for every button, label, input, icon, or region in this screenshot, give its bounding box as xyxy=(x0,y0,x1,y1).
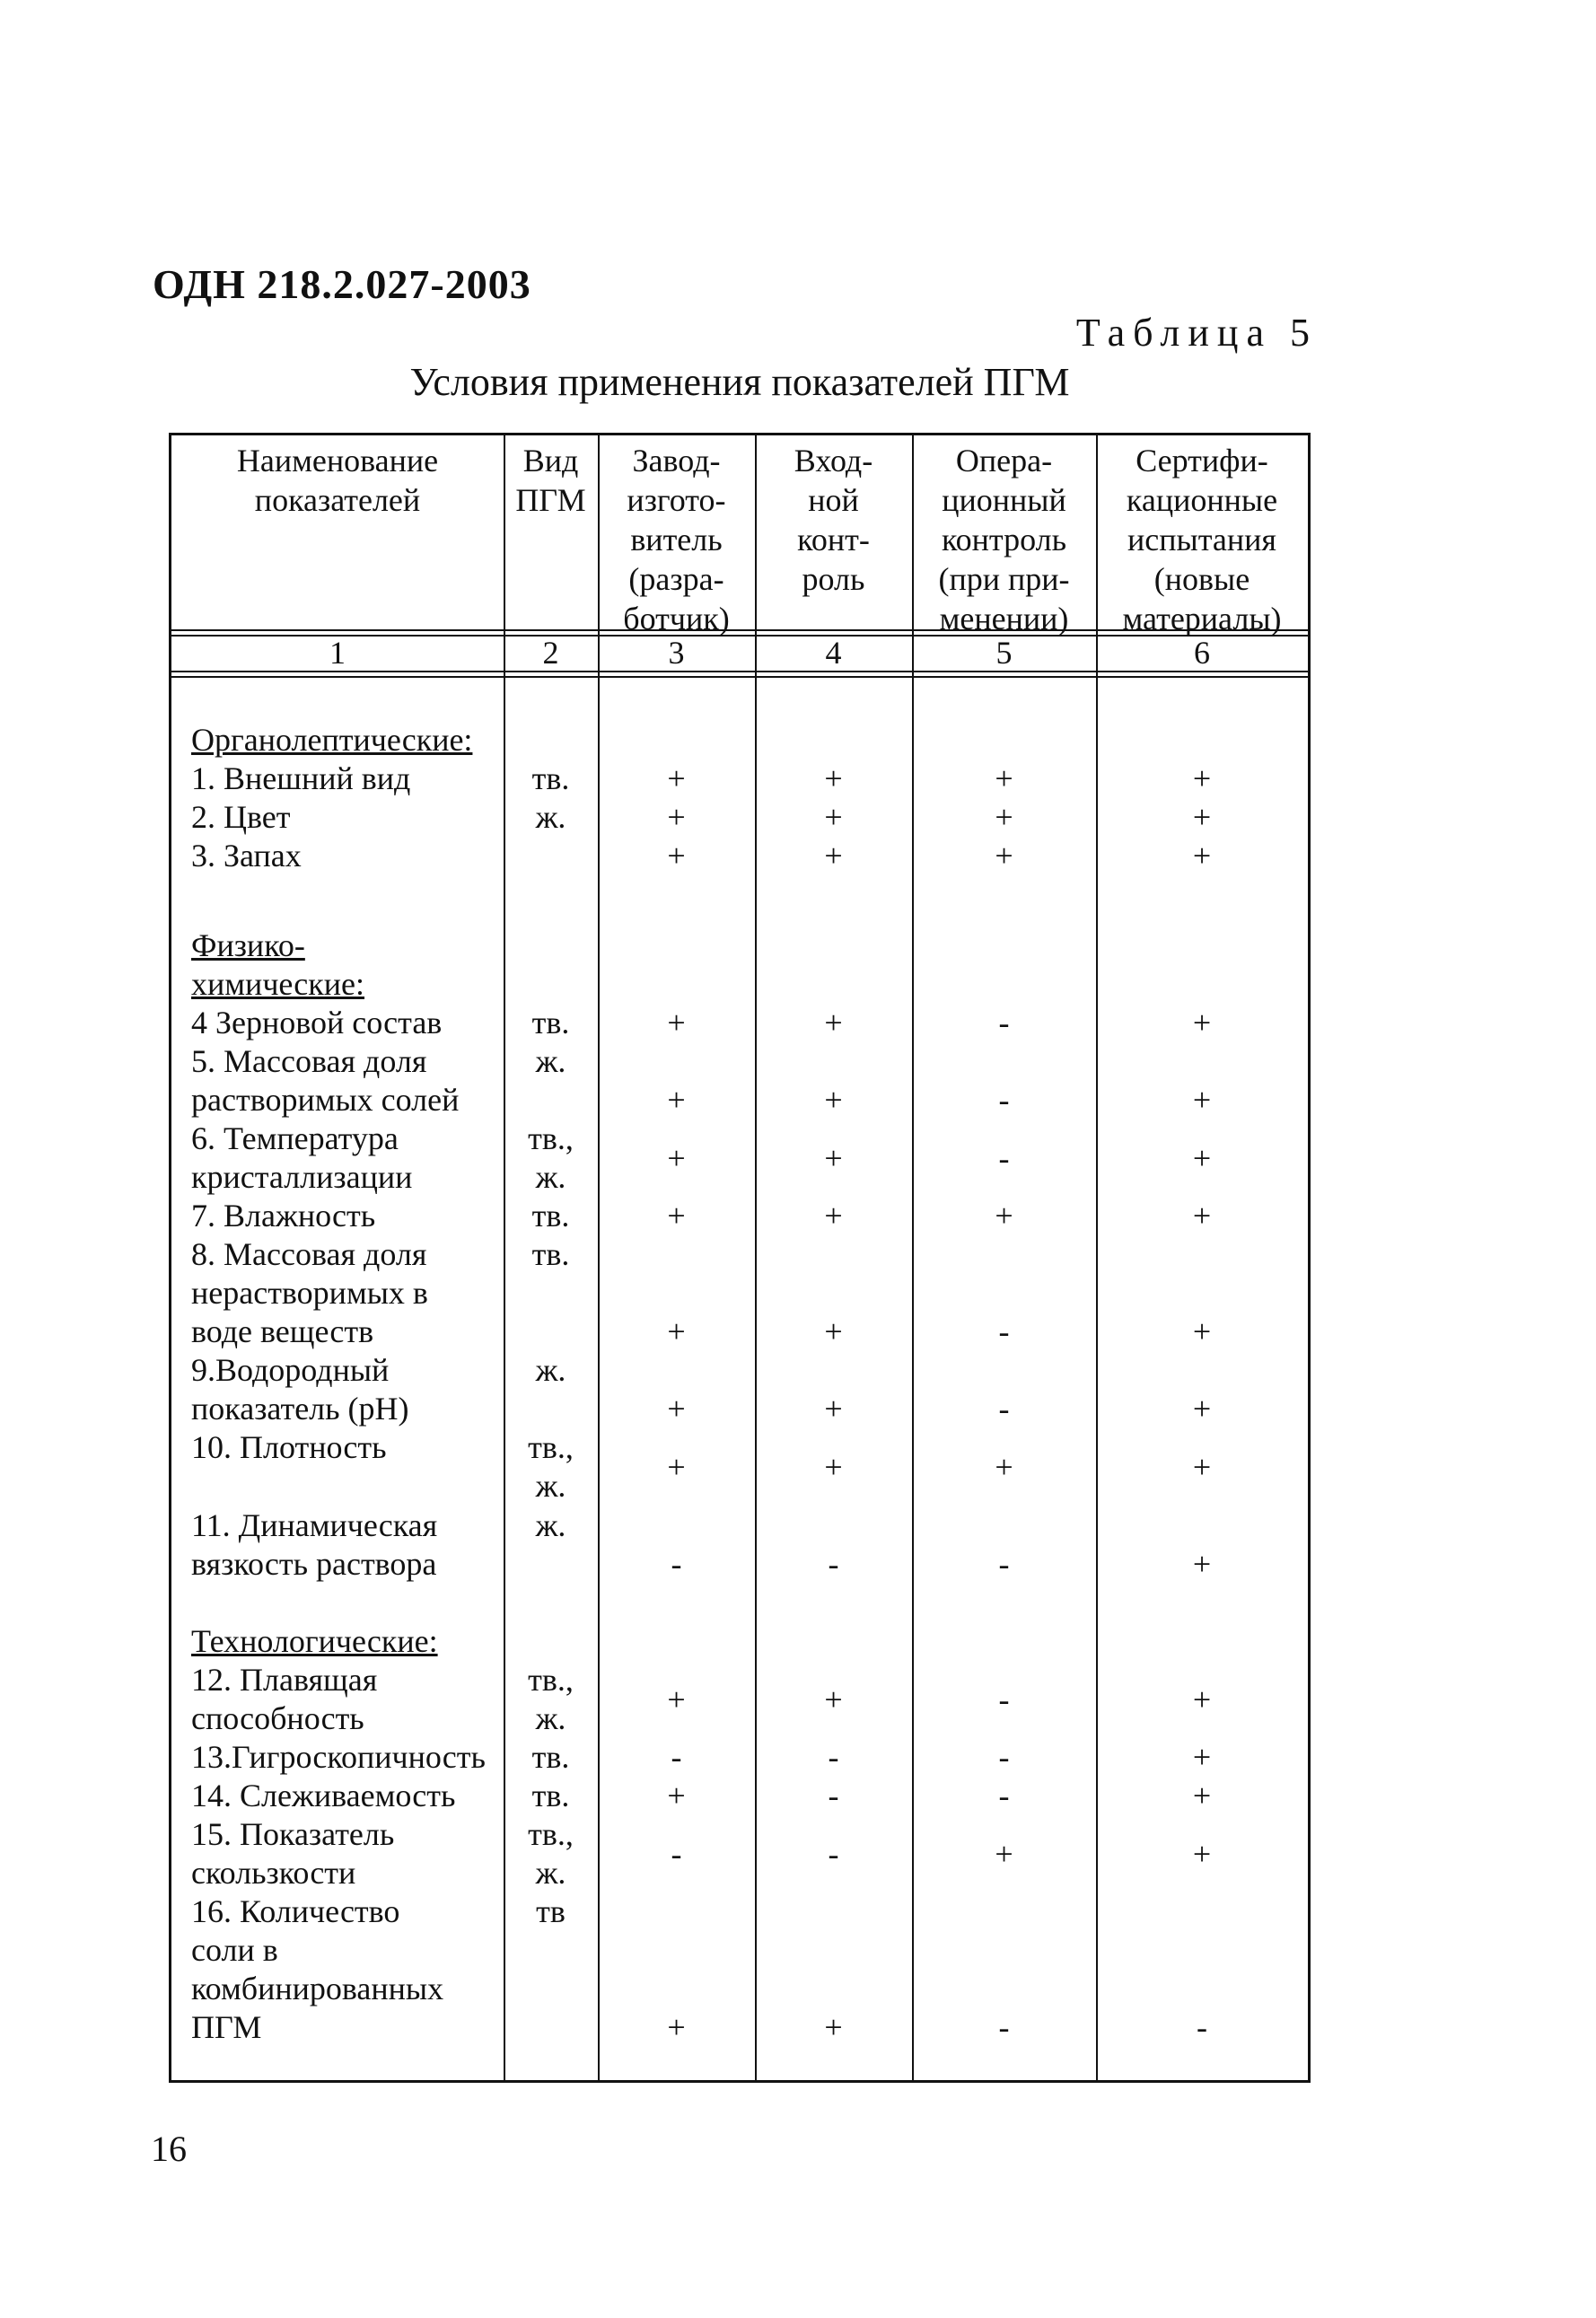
table-row xyxy=(171,1428,1308,1506)
applicability-mark: + xyxy=(1192,760,1212,796)
applicability-mark: + xyxy=(667,2009,686,2045)
applicability-mark: + xyxy=(1192,1198,1212,1234)
applicability-mark: + xyxy=(824,1139,843,1176)
applicability-mark: - xyxy=(828,1778,839,1813)
table-row xyxy=(171,1119,1308,1197)
applicability-mark: - xyxy=(671,1739,682,1775)
material-type: ж. xyxy=(535,799,566,835)
applicability-mark: + xyxy=(824,1313,843,1349)
applicability-mark: - xyxy=(998,1005,1010,1040)
applicability-mark: - xyxy=(828,1739,839,1775)
table-row xyxy=(171,837,1308,875)
section-technological: Технологические: xyxy=(191,1623,438,1659)
applicability-mark: + xyxy=(667,1778,686,1813)
material-type: тв., ж. xyxy=(528,1662,574,1736)
applicability-mark: + xyxy=(667,799,686,835)
col-header-operational: Опера- ционный контроль (при при- менении) xyxy=(938,443,1070,637)
table-label: Таблица 5 xyxy=(1075,311,1318,355)
material-type: ж. xyxy=(535,1352,566,1388)
column-number: 3 xyxy=(668,635,685,671)
applicability-mark: + xyxy=(824,838,843,874)
column-number: 6 xyxy=(1194,635,1210,671)
col-header-manufacturer: Завод- изгото- витель (разра- ботчик) xyxy=(623,443,730,637)
applicability-mark: - xyxy=(998,1139,1010,1176)
table-row xyxy=(171,1235,1308,1351)
indicator-name: 7. Влажность xyxy=(191,1198,376,1234)
applicability-mark: + xyxy=(824,1082,843,1118)
material-type: тв. xyxy=(531,1005,570,1040)
applicability-mark: - xyxy=(998,1681,1010,1717)
applicability-mark: + xyxy=(824,2009,843,2045)
applicability-mark: + xyxy=(1192,838,1212,874)
applicability-mark: + xyxy=(995,1835,1013,1872)
applicability-mark: - xyxy=(998,2009,1010,2045)
applicability-mark: + xyxy=(667,1681,686,1717)
table-row xyxy=(171,1661,1308,1738)
applicability-mark: + xyxy=(667,1448,686,1485)
table-row xyxy=(171,1777,1308,1815)
applicability-mark: + xyxy=(667,1005,686,1040)
indicator-name: 11. Динамическая вязкость раствора xyxy=(191,1507,438,1582)
material-type: ж. xyxy=(535,1507,566,1543)
material-type: тв. xyxy=(531,760,570,796)
table-row xyxy=(171,1815,1308,1892)
table-row xyxy=(171,759,1308,798)
applicability-mark: + xyxy=(1192,1448,1212,1485)
applicability-mark: + xyxy=(1192,1139,1212,1176)
table-row xyxy=(171,1004,1308,1042)
indicator-name: 10. Плотность xyxy=(191,1429,387,1465)
applicability-mark: + xyxy=(1192,1313,1212,1349)
indicators-table xyxy=(169,433,1311,2083)
applicability-mark: + xyxy=(995,799,1013,835)
applicability-mark: - xyxy=(998,1739,1010,1775)
indicator-name: 12. Плавящая способность xyxy=(191,1662,378,1736)
applicability-mark: + xyxy=(1192,1005,1212,1040)
section-physchem: Физико- химические: xyxy=(191,927,365,1002)
column-number: 1 xyxy=(329,635,346,671)
table-row xyxy=(171,1892,1308,2047)
applicability-mark: + xyxy=(1192,1391,1212,1427)
material-type: тв., ж. xyxy=(528,1429,574,1504)
document-code: ОДН 218.2.027-2003 xyxy=(153,261,531,307)
indicator-name: 8. Массовая доля нерастворимых в воде веществ xyxy=(191,1236,428,1349)
applicability-mark: - xyxy=(998,1391,1010,1427)
applicability-mark: + xyxy=(824,1198,843,1234)
indicator-name: 9.Водородный показатель (рН) xyxy=(191,1352,409,1427)
indicator-name: 2. Цвет xyxy=(191,799,291,835)
applicability-mark: + xyxy=(1192,799,1212,835)
column-number: 4 xyxy=(825,635,842,671)
applicability-mark: + xyxy=(1192,1681,1212,1717)
applicability-mark: + xyxy=(824,1005,843,1040)
applicability-mark: + xyxy=(824,1448,843,1485)
number-row-rule xyxy=(171,676,1308,678)
applicability-mark: + xyxy=(667,1391,686,1427)
material-type: тв. xyxy=(531,1198,570,1234)
table-row xyxy=(171,1351,1308,1428)
applicability-mark: + xyxy=(824,799,843,835)
column-number: 2 xyxy=(542,635,559,671)
applicability-mark: + xyxy=(995,1448,1013,1485)
table-row xyxy=(171,1197,1308,1235)
applicability-mark: + xyxy=(1192,1546,1212,1582)
applicability-mark: - xyxy=(1197,2009,1207,2045)
material-type: тв xyxy=(536,1893,566,1929)
table-row xyxy=(171,1738,1308,1777)
applicability-mark: - xyxy=(998,1082,1010,1118)
applicability-mark: - xyxy=(998,1546,1010,1582)
table-row xyxy=(171,1042,1308,1119)
column-number: 5 xyxy=(995,635,1013,671)
applicability-mark: + xyxy=(667,1198,686,1234)
applicability-mark: + xyxy=(1192,1082,1212,1118)
applicability-mark: + xyxy=(667,1139,686,1176)
indicator-name: 15. Показатель скользкости xyxy=(191,1816,395,1891)
indicator-name: 14. Слеживаемость xyxy=(191,1778,456,1813)
applicability-mark: + xyxy=(995,760,1013,796)
applicability-mark: + xyxy=(667,1313,686,1349)
col-header-certification: Сертифи- кационные испытания (новые материалы) xyxy=(1122,443,1282,637)
applicability-mark: + xyxy=(824,1681,843,1717)
applicability-mark: - xyxy=(998,1313,1010,1349)
applicability-mark: - xyxy=(828,1546,839,1582)
col-header-type: Вид ПГМ xyxy=(515,443,586,518)
table-title: Условия применения показателей ПГМ xyxy=(409,360,1070,404)
col-header-name: Наименование показателей xyxy=(236,443,439,518)
indicator-name: 4 Зерновой состав xyxy=(191,1005,443,1040)
indicator-name: 6. Температура кристаллизации xyxy=(191,1120,413,1195)
applicability-mark: + xyxy=(995,1198,1013,1234)
material-type: тв., ж. xyxy=(528,1816,574,1891)
applicability-mark: + xyxy=(667,760,686,796)
applicability-mark: + xyxy=(667,838,686,874)
indicator-name: 1. Внешний вид xyxy=(191,760,411,796)
applicability-mark: + xyxy=(1192,1835,1212,1872)
applicability-mark: + xyxy=(824,760,843,796)
material-type: тв. xyxy=(531,1739,570,1775)
page-number: 16 xyxy=(151,2129,187,2169)
applicability-mark: + xyxy=(824,1391,843,1427)
material-type: тв. xyxy=(531,1236,570,1272)
indicator-name: 13.Гигроскопичность xyxy=(191,1739,486,1775)
table-row xyxy=(171,1506,1308,1584)
applicability-mark: - xyxy=(998,1778,1010,1813)
applicability-mark: + xyxy=(995,838,1013,874)
material-type: ж. xyxy=(535,1043,566,1079)
indicator-name: 16. Количество соли в комбинированных ПГМ xyxy=(191,1893,444,2045)
table-row xyxy=(171,798,1308,837)
applicability-mark: + xyxy=(1192,1739,1212,1775)
indicator-name: 3. Запах xyxy=(191,838,302,874)
applicability-mark: - xyxy=(671,1835,682,1872)
material-type: тв., ж. xyxy=(528,1120,574,1195)
section-organoleptic: Органолептические: xyxy=(191,722,473,758)
indicator-name: 5. Массовая доля растворимых солей xyxy=(191,1043,460,1118)
applicability-mark: - xyxy=(671,1546,682,1582)
applicability-mark: + xyxy=(1192,1778,1212,1813)
applicability-mark: + xyxy=(667,1082,686,1118)
col-header-incoming: Вход- ной конт- роль xyxy=(794,443,873,597)
applicability-mark: - xyxy=(828,1835,839,1872)
material-type: тв. xyxy=(531,1778,570,1813)
